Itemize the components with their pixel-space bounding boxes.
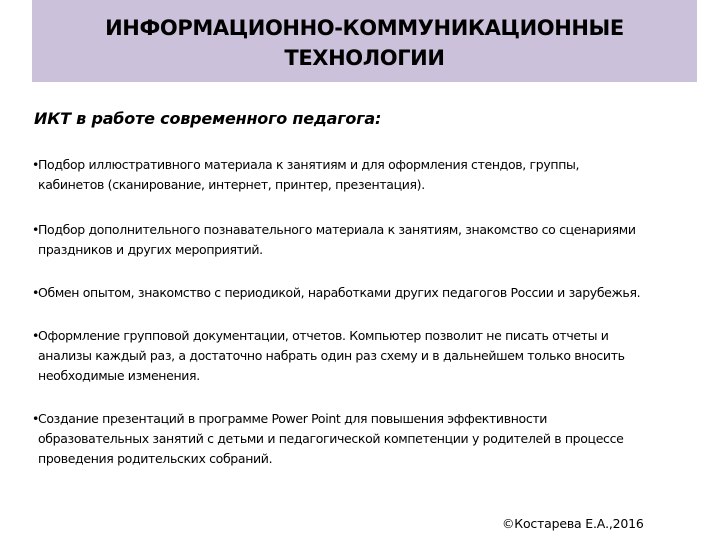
title-banner [32,0,697,82]
bullet-item-presentations [32,409,698,469]
slide-title: ИНФОРМАЦИОННО-КОММУНИКАЦИОННЫЕ ТЕХНОЛОГИИ [105,16,624,70]
bullet-text-continuation: образовательных занятий с детьми и педагогической компетенции у родителей в процессе проведения родительских собраний. [38,431,624,466]
copyright-footer: ©Костарева Е.А.,2016 [502,516,644,531]
bullet-text-line: Создание презентаций в программе Power Point для повышения эффективности [38,411,548,426]
bullet-item-documentation [32,326,698,386]
bullet-text-line: Оформление групповой документации, отчетов. Компьютер позволит не писать отчеты и [38,328,609,343]
bullet-dot: • [32,157,40,172]
slide-subtitle: ИКТ в работе современного педагога: [34,109,382,128]
bullet-item-experience-exchange [32,283,698,303]
bullet-text-continuation: анализы каждый раз, а достаточно набрать один раз схему и в дальнейшем только вносить необходимые изменения. [38,348,625,383]
bullet-text-line: Обмен опытом, знакомство с периодикой, наработками других педагогов России и зарубежья. [38,285,641,300]
bullet-text-continuation: праздников и других мероприятий. [38,242,263,257]
bullet-text-line: Подбор дополнительного познавательного материала к занятиям, знакомство со сценариями [38,222,636,237]
bullet-dot: • [32,411,40,426]
bullet-item-additional-material [32,220,698,260]
bullet-dot: • [32,328,40,343]
bullet-text-continuation: кабинетов (сканирование, интернет, принтер, презентация). [38,177,425,192]
bullet-dot: • [32,285,40,300]
bullet-item-illustrative [32,155,698,195]
bullet-text-line: Подбор иллюстративного материала к занятиям и для оформления стендов, группы, [38,157,580,172]
bullet-dot: • [32,222,40,237]
